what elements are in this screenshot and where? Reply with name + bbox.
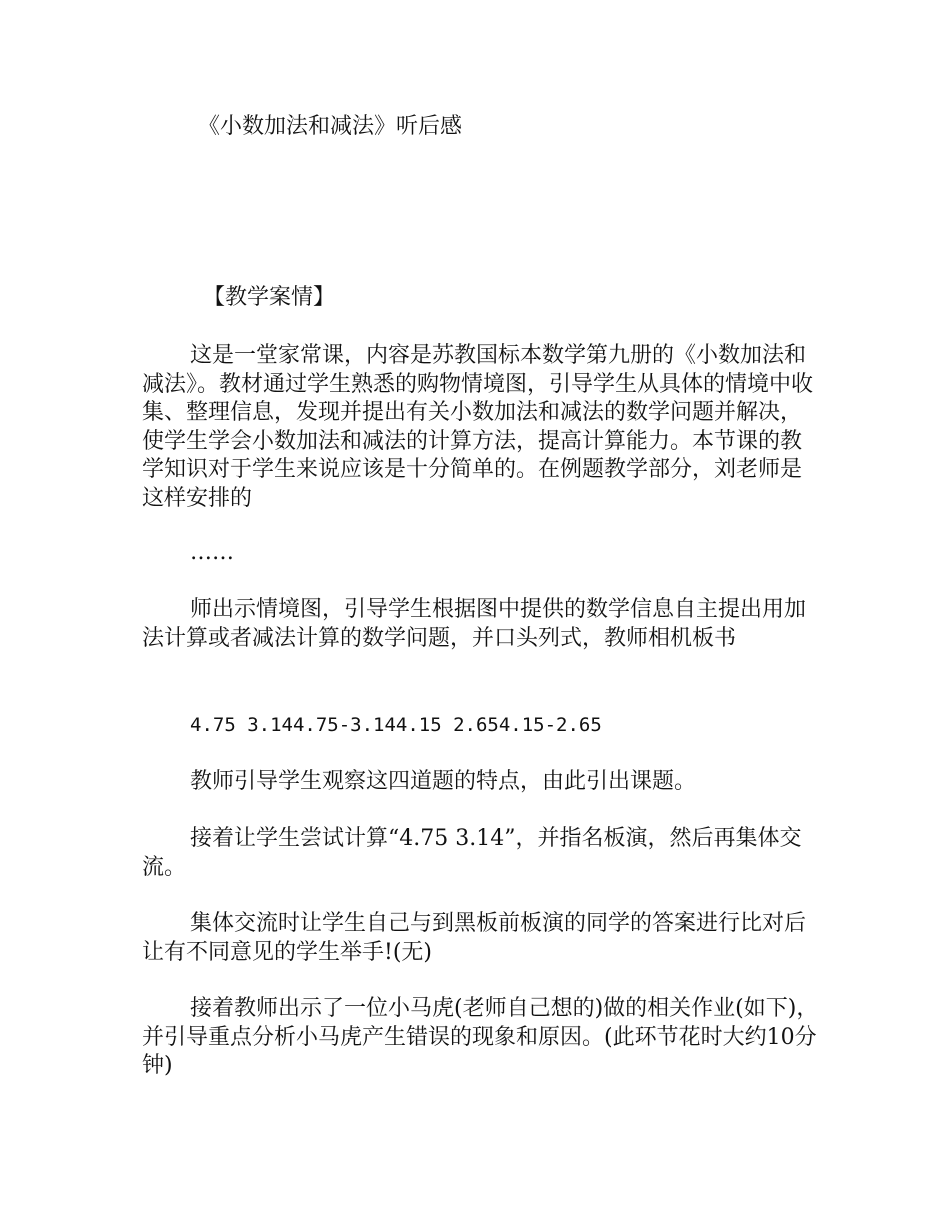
document-title: 《小数加法和减法》听后感 bbox=[198, 114, 463, 139]
paragraph-situation: 师出示情境图，引导学生根据图中提供的数学信息自主提出用加法计算或者减法计算的数学问题，并口头列式，教师相机板书 bbox=[142, 597, 807, 651]
paragraph-intro: 这是一堂家常课，内容是苏教国标本数学第九册的《小数加法和减法》。教材通过学生熟悉的购物情境图，引导学生从具体的情境中收集、整理信息，发现并提出有关小数加法和减法的数学问题并解决，使学生学会小数加法和减法的计算方法，提高计算能力。本节课的教学知识对于学生来说应该是十分简单的。在例题教学部分，刘老师是这样安排的 bbox=[142, 343, 814, 511]
paragraph-observe: 教师引导学生观察这四道题的特点，由此引出课题。 bbox=[190, 769, 697, 794]
paragraph-mistake: 接着教师出示了一位小马虎(老师自己想的)做的相关作业(如下)，并引导重点分析小马虎产生错误的现象和原因。(此环节花时大约10分钟) bbox=[142, 996, 819, 1078]
paragraph-ellipsis: …… bbox=[190, 540, 234, 565]
paragraph-formulas: 4.75 3.144.75-3.144.15 2.654.15-2.65 bbox=[190, 714, 602, 736]
paragraph-try-calc: 接着让学生尝试计算“4.75 3.14”，并指名板演，然后再集体交流。 bbox=[142, 826, 802, 880]
paragraph-compare: 集体交流时让学生自己与到黑板前板演的同学的答案进行比对后让有不同意见的学生举手!(无) bbox=[142, 911, 807, 965]
section-heading: 【教学案情】 bbox=[203, 285, 336, 310]
